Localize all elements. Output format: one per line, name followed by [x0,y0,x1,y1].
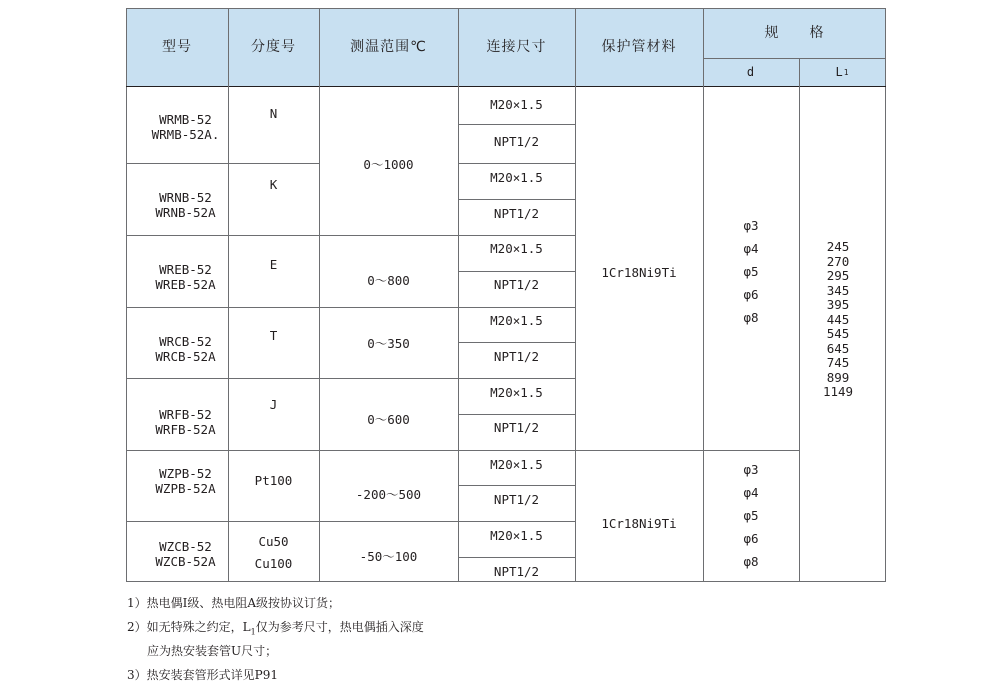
connection-cell: NPT1/2 [493,133,540,149]
model-name: WZCB-52A [155,554,216,569]
connection-divider [458,521,575,522]
d-value: φ8 [743,310,759,325]
material-cell: 1Cr18Ni9Ti [601,264,677,280]
header-spec: 规 格 [703,8,886,58]
connection-cell: M20×1.5 [490,312,543,328]
model-name: WRNB-52A [155,205,216,220]
header-l1-label: L [835,64,844,79]
range-cell: 0～600 [367,411,410,427]
range-cell: 0～350 [367,335,410,351]
connection-cell: M20×1.5 [490,96,543,112]
l1-value: 345 [826,282,850,298]
connection-divider [458,557,575,558]
range-cell: -50～100 [359,548,418,564]
model-name: WREB-52 [159,262,212,277]
connection-cell: NPT1/2 [493,419,540,435]
l1-value: 745 [826,355,850,371]
range-cell: 0～800 [367,272,410,288]
d-value: φ3 [743,462,759,477]
connection-cell: M20×1.5 [490,527,543,543]
division-cell: E [269,256,278,272]
l1-value: 395 [826,297,850,313]
model-name: WRCB-52A [155,349,216,364]
group-divider [126,450,799,451]
table-border-right [885,8,886,582]
d-value: φ4 [743,485,759,500]
model-cell [126,334,228,374]
header-model: 型号 [126,8,228,86]
division-cell: J [269,396,278,412]
footnote-2-text-cont: 仅为参考尺寸，热电偶插入深度 [255,620,424,634]
spec-subheader-divider [799,58,800,86]
division-cell: Pt100 [254,472,293,488]
connection-cell: M20×1.5 [490,456,543,472]
model-cell [126,112,228,152]
model-name: WREB-52A [155,277,216,292]
division-value: Cu100 [254,556,293,571]
connection-cell: NPT1/2 [493,276,540,292]
spec-table [126,8,886,582]
footnote-1: 1）热电偶I级、热电阻A级按协议订货； [127,596,341,610]
col-divider [319,8,320,582]
footnote-2-text: 2）如无特殊之约定，L [127,620,251,634]
d-value: φ4 [743,241,759,256]
d-value: φ5 [743,508,759,523]
model-name: WRFB-52A [155,422,216,437]
model-name: WRMB-52A. [151,127,220,142]
header-l1-subscript: 1 [843,67,850,77]
group-divider [126,521,458,522]
col-divider [458,8,459,582]
group-divider [126,163,319,164]
d-value: φ5 [743,264,759,279]
col-divider [799,86,800,582]
model-name: WRCB-52 [159,334,212,349]
connection-divider [458,485,575,486]
l1-value: 245 [826,239,850,255]
model-cell [126,407,228,447]
footnote-3: 3）热安装套管形式详见P91 [127,668,278,682]
connection-divider [458,342,575,343]
d-value: φ8 [743,554,759,569]
d-value: φ6 [743,531,759,546]
header-division: 分度号 [228,8,319,86]
l1-value: 545 [826,326,850,342]
connection-divider [458,124,575,125]
division-value: Cu50 [258,534,289,549]
table-border-bottom [126,581,886,582]
model-name: WRNB-52 [159,190,212,205]
col-divider [703,8,704,582]
connection-cell: NPT1/2 [493,491,540,507]
header-material: 保护管材料 [575,8,703,86]
footnote-2 [127,618,424,636]
footnote-2-subscript: 1 [250,627,256,637]
connection-cell: M20×1.5 [490,384,543,400]
l1-values [799,240,877,400]
connection-cell: NPT1/2 [493,205,540,221]
division-cell: N [269,105,278,121]
connection-divider [458,163,575,164]
division-cell [228,531,319,575]
l1-value: 1149 [822,384,854,400]
model-cell [126,190,228,230]
l1-value: 899 [826,369,850,385]
connection-divider [458,271,575,272]
model-name: WZPB-52 [159,466,212,481]
col-divider [228,8,229,582]
header-range: 测温范围℃ [319,8,458,86]
connection-divider [458,307,575,308]
connection-divider [458,378,575,379]
model-cell [126,466,228,506]
l1-value: 270 [826,253,850,269]
group-divider [126,307,458,308]
connection-divider [458,235,575,236]
group-divider [126,235,458,236]
l1-value: 295 [826,268,850,284]
header-connection: 连接尺寸 [458,8,575,86]
model-name: WZPB-52A [155,481,216,496]
division-cell: K [269,176,278,192]
header-d: d [703,58,799,86]
model-name: WZCB-52 [159,539,212,554]
range-cell: -200～500 [355,486,422,502]
division-cell: T [269,327,278,343]
range-cell: 0～1000 [363,156,414,172]
l1-value: 445 [826,311,850,327]
group-divider [126,378,458,379]
d-value: φ6 [743,287,759,302]
table-border-left [126,8,127,582]
model-cell [126,539,228,579]
header-l1 [799,58,886,86]
connection-cell: NPT1/2 [493,348,540,364]
d-value: φ3 [743,218,759,233]
d-values-group [703,458,799,573]
footnote-2-continued: 应为热安装套管U尺寸； [147,644,278,658]
material-cell: 1Cr18Ni9Ti [601,515,677,531]
spec-header-divider [703,58,886,59]
connection-cell: M20×1.5 [490,240,543,256]
header-divider [126,86,886,87]
connection-cell: NPT1/2 [493,563,540,579]
model-name: WRFB-52 [159,407,212,422]
col-divider [575,8,576,582]
model-cell [126,262,228,302]
connection-divider [458,414,575,415]
model-name: WRMB-52 [159,112,212,127]
l1-value: 645 [826,340,850,356]
table-border-top [126,8,886,9]
connection-divider [458,199,575,200]
d-values-group [703,214,799,329]
connection-cell: M20×1.5 [490,169,543,185]
